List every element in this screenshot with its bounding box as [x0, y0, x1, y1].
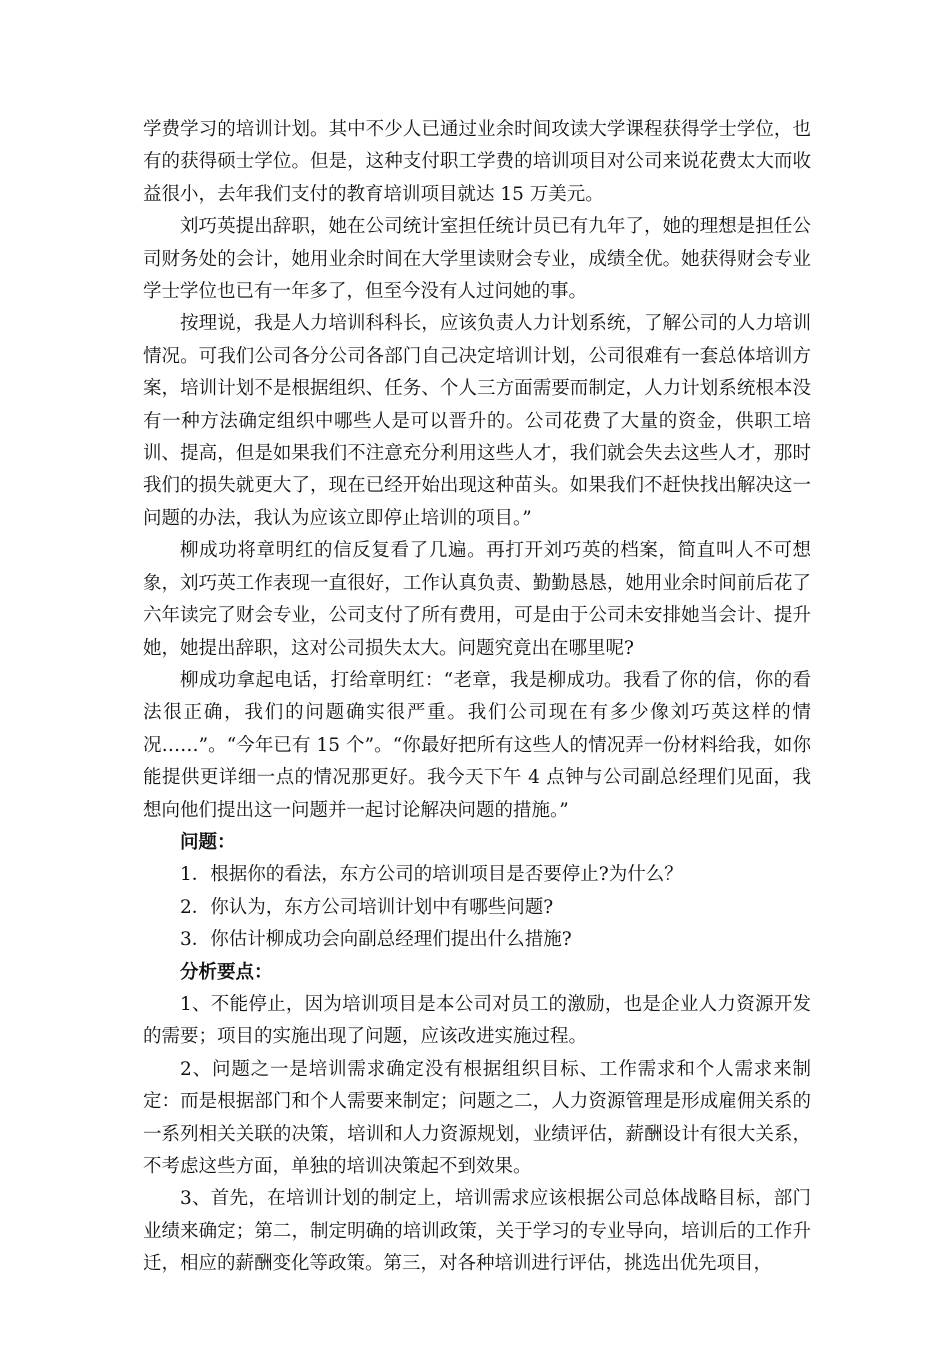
analysis-point: 1、不能停止，因为培训项目是本公司对员工的激励，也是企业人力资源开发的需要；项目的实施出现了问题，应该改进实施过程。: [143, 993, 811, 1048]
paragraph-phone-call: 柳成功拿起电话，打给章明红：“老章，我是柳成功。我看了你的信，你的看法很正确，我们的问题确实很严重。我们公司现在有多少像刘巧英这样的情况……”。“今年已有 15 个”。“你最好把所有这些人的情况弄一份材料给我，如你能提供更详细一点的情况那更好。我今天下午 4 点钟与公司副总经理们见面，我想向他们提出这一问题并一起讨论解决问题的措施。”: [143, 669, 811, 821]
analysis-heading: 分析要点：: [180, 961, 273, 983]
paragraph-liu-qiaoying-resignation: 刘巧英提出辞职，她在公司统计室担任统计员已有九年了，她的理想是担任公司财务处的会计，她用业余时间在大学里读财会专业，成绩全优。她获得财会专业学士学位也已有一年多了，但至今没有人过问她的事。: [143, 216, 811, 303]
analysis-point: 3、首先，在培训计划的制定上，培训需求应该根据公司总体战略目标，部门业绩来确定；第二，制定明确的培训政策，关于学习的专业导向，培训后的工作升迁，相应的薪酬变化等政策。第三，对各种培训进行评估，挑选出优先项目，: [143, 1188, 811, 1275]
paragraph-training-chief: 按理说，我是人力培训科科长，应该负责人力计划系统，了解公司的人力培训情况。可我们公司各分公司各部门自己决定培训计划，公司很难有一套总体培训方案，培训计划不是根据组织、任务、个人三方面需要而制定，人力计划系统根本没有一种方法确定组织中哪些人是可以晋升的。公司花费了大量的资金，供职工培训、提高，但是如果我们不注意充分利用这些人才，我们就会失去这些人才，那时我们的损失就更大了，现在已经开始出现这种苗头。如果我们不赶快找出解决这一问题的办法，我认为应该立即停止培训的项目。”: [143, 313, 811, 529]
question-item: 3．你估计柳成功会向副总经理们提出什么措施?: [180, 929, 572, 951]
questions-heading: 问题：: [180, 831, 236, 853]
paragraph-liu-chenggong-reads: 柳成功将章明红的信反复看了几遍。再打开刘巧英的档案，简直叫人不可想象，刘巧英工作表现一直很好，工作认真负责、勤勤恳恳，她用业余时间前后花了六年读完了财会专业，公司支付了所有费用，可是由于公司未安排她当会计、提升她，她提出辞职，这对公司损失太大。问题究竟出在哪里呢?: [143, 540, 811, 659]
question-item: 1．根据你的看法，东方公司的培训项目是否要停止?为什么？: [180, 864, 683, 886]
analysis-point: 2、问题之一是培训需求确定没有根据组织目标、工作需求和个人需求来制定：而是根据部门和个人需要来制定；问题之二，人力资源管理是形成雇佣关系的一系列相关关联的决策，培训和人力资源规划，业绩评估，薪酬设计有很大关系，不考虑这些方面，单独的培训决策起不到效果。: [143, 1058, 811, 1177]
paragraph-continuation: 学费学习的培训计划。其中不少人已通过业余时间攻读大学课程获得学士学位，也有的获得硕士学位。但是，这种支付职工学费的培训项目对公司来说花费太大而收益很小，去年我们支付的教育培训项目就达 15 万美元。: [143, 119, 811, 205]
document-page: [143, 114, 811, 1281]
question-item: 2．你认为，东方公司培训计划中有哪些问题?: [180, 896, 554, 918]
